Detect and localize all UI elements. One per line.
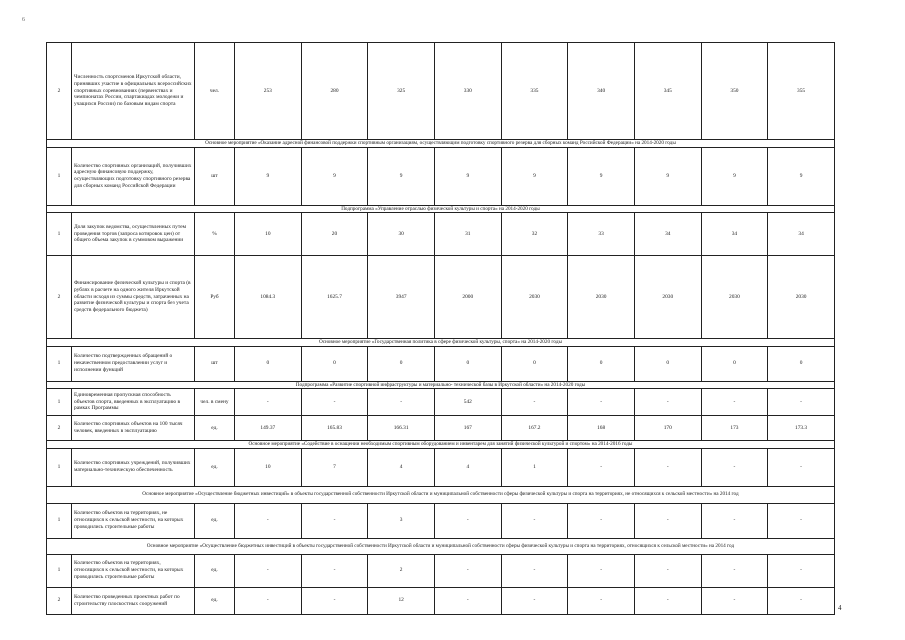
value-cell: 34: [768, 213, 835, 256]
value-cell: 9: [301, 147, 368, 205]
section-title: Подпрограмма «Развитие спортивной инфраструктуры и материально- технической базы в Иркутской области» на 2014-2020 годы: [47, 381, 835, 389]
value-cell: 12: [368, 587, 435, 614]
table-row: [47, 416, 835, 441]
indicators-table: [46, 42, 835, 615]
table-row: [47, 587, 835, 614]
value-cell: -: [301, 587, 368, 614]
value-cell: 2: [368, 554, 435, 587]
value-cell: 9: [368, 147, 435, 205]
value-cell: -: [568, 503, 635, 538]
indicator-name: Количество спортивных учреждений, получивших материально-техническую обеспеченность: [72, 448, 195, 486]
value-cell: 0: [634, 346, 701, 381]
value-cell: -: [235, 554, 302, 587]
indicator-name: Количество проведенных проектных работ по строительству плоскостных сооружений: [72, 587, 195, 614]
value-cell: 340: [568, 43, 635, 140]
value-cell: 280: [301, 43, 368, 140]
indicator-name: Финансирование физической культуры и спорта (в рублях в расчете на одного жителя Иркутской области исходя из суммы средств, затраченных на развитие физической культуры и спорта без учета средств федерального бюджета): [72, 256, 195, 339]
value-cell: -: [568, 587, 635, 614]
unit-cell: Руб: [195, 256, 235, 339]
section-header-row: [47, 205, 835, 213]
indicator-name: Количество спортивных организаций, получивших адресную финансовую поддержку, осуществляющих подготовку спортивного резерва для сборных команд Российской Федерации: [72, 147, 195, 205]
value-cell: -: [634, 503, 701, 538]
value-cell: -: [235, 503, 302, 538]
value-cell: -: [301, 503, 368, 538]
value-cell: -: [501, 554, 568, 587]
value-cell: 3: [368, 503, 435, 538]
section-title: Основное мероприятие «Оказание адресной финансовой поддержки спортивным организациям, осуществляющим подготовку спортивного резерва для сборных команд Российской Федерации» на 2014-2020 годы: [47, 140, 835, 148]
value-cell: -: [434, 503, 501, 538]
table-row: [47, 256, 835, 339]
value-cell: 149.37: [235, 416, 302, 441]
section-title: Основное мероприятие «Осуществление бюджетных инвестиций» в объекты государственной собственности Иркутской области и муниципальной собственности сферы физической культуры и спорта на территориях, не относящихся к сельской местности» на 2014 год: [47, 486, 835, 503]
value-cell: -: [634, 389, 701, 416]
value-cell: 167.2: [501, 416, 568, 441]
value-cell: -: [768, 503, 835, 538]
value-cell: 30: [368, 213, 435, 256]
value-cell: 2030: [634, 256, 701, 339]
table-row: [47, 389, 835, 416]
value-cell: -: [235, 587, 302, 614]
value-cell: 173: [701, 416, 768, 441]
indicator-name: Количество объектов на территориях, не относящихся к сельской местности, на которых проводились строительные работы: [72, 503, 195, 538]
value-cell: 2030: [501, 256, 568, 339]
unit-cell: ед.: [195, 503, 235, 538]
indicator-name: Количество подтвержденных обращений о некачественном предоставлении услуг и исполнении функций: [72, 346, 195, 381]
value-cell: 9: [434, 147, 501, 205]
section-title: Основное мероприятие «Государственная политика в сфере физической культуры, спорта» на 2014-2020 годы: [47, 339, 835, 347]
row-number: 2: [47, 256, 72, 339]
value-cell: -: [301, 389, 368, 416]
page-mark: 6: [22, 17, 25, 23]
value-cell: -: [235, 389, 302, 416]
value-cell: -: [568, 448, 635, 486]
value-cell: 9: [701, 147, 768, 205]
value-cell: 33: [568, 213, 635, 256]
value-cell: 10: [235, 448, 302, 486]
unit-cell: чел. в смену: [195, 389, 235, 416]
table-row: [47, 346, 835, 381]
value-cell: 345: [634, 43, 701, 140]
indicator-name: Численность спортсменов Иркутской области, принявших участие в официальных всероссийских спортивных соревнованиях (первенствах и чемпионатах России, спартакиадах молодежи и учащихся России) по базовым видам спорта: [72, 43, 195, 140]
value-cell: 9: [235, 147, 302, 205]
indicator-name: Единовременная пропускная способность объектов спорта, введенных в эксплуатацию в рамках Программы: [72, 389, 195, 416]
value-cell: 34: [701, 213, 768, 256]
indicator-name: Доля закупок ведомства, осуществленных путем проведения торгов (запроса котировок цен) от общего объема закупок в суммовом выражении: [72, 213, 195, 256]
value-cell: 167: [434, 416, 501, 441]
value-cell: 0: [235, 346, 302, 381]
value-cell: -: [368, 389, 435, 416]
value-cell: 165.83: [301, 416, 368, 441]
value-cell: -: [701, 587, 768, 614]
value-cell: 32: [501, 213, 568, 256]
value-cell: -: [701, 503, 768, 538]
value-cell: 1625.7: [301, 256, 368, 339]
row-number: 1: [47, 554, 72, 587]
table-row: [47, 147, 835, 205]
value-cell: -: [501, 587, 568, 614]
unit-cell: шт: [195, 346, 235, 381]
row-number: 1: [47, 448, 72, 486]
value-cell: 9: [634, 147, 701, 205]
section-header-row: [47, 381, 835, 389]
indicator-name: Количество объектов на территориях, относящихся к сельской местности, на которых проводились строительные работы: [72, 554, 195, 587]
value-cell: -: [768, 389, 835, 416]
value-cell: -: [501, 503, 568, 538]
row-number: 1: [47, 147, 72, 205]
value-cell: 2000: [434, 256, 501, 339]
value-cell: 2030: [568, 256, 635, 339]
value-cell: 325: [368, 43, 435, 140]
value-cell: 0: [701, 346, 768, 381]
section-title: Подпрограмма «Управление отраслью физической культуры и спорта» на 2014-2020 годы: [47, 205, 835, 213]
value-cell: 0: [434, 346, 501, 381]
value-cell: 1084.3: [235, 256, 302, 339]
value-cell: -: [634, 587, 701, 614]
unit-cell: ед.: [195, 554, 235, 587]
value-cell: -: [434, 554, 501, 587]
unit-cell: ед.: [195, 416, 235, 441]
value-cell: 330: [434, 43, 501, 140]
value-cell: -: [434, 587, 501, 614]
value-cell: -: [768, 554, 835, 587]
value-cell: 542: [434, 389, 501, 416]
value-cell: 10: [235, 213, 302, 256]
value-cell: 9: [768, 147, 835, 205]
value-cell: -: [701, 554, 768, 587]
row-number: 2: [47, 43, 72, 140]
section-title: Основное мероприятие «Содействие в оснащении необходимым спортивным оборудованием и инвентарем для занятий физической культурой и спортом» на 2014-2016 годы: [47, 441, 835, 449]
value-cell: 0: [301, 346, 368, 381]
value-cell: 335: [501, 43, 568, 140]
value-cell: -: [634, 448, 701, 486]
value-cell: 4: [434, 448, 501, 486]
value-cell: -: [634, 554, 701, 587]
section-title: Основное мероприятие «Осуществление бюджетных инвестиций в объекты государственной собственности Иркутской области и муниципальной собственности сферы физической культуры и спорта на территориях, относящихся к сельской местности» на 2014 год: [47, 538, 835, 554]
table-row: [47, 448, 835, 486]
table-row: [47, 554, 835, 587]
unit-cell: шт: [195, 147, 235, 205]
indicator-name: Количество спортивных объектов на 100 тысяч человек, введенных в эксплуатацию: [72, 416, 195, 441]
value-cell: 2030: [701, 256, 768, 339]
section-header-row: [47, 441, 835, 449]
value-cell: 9: [568, 147, 635, 205]
value-cell: 9: [501, 147, 568, 205]
unit-cell: %: [195, 213, 235, 256]
value-cell: 0: [368, 346, 435, 381]
value-cell: 170: [634, 416, 701, 441]
row-number: 2: [47, 416, 72, 441]
unit-cell: ед.: [195, 587, 235, 614]
value-cell: 0: [768, 346, 835, 381]
value-cell: 350: [701, 43, 768, 140]
table-row: [47, 43, 835, 140]
value-cell: 0: [568, 346, 635, 381]
value-cell: -: [768, 448, 835, 486]
section-header-row: [47, 140, 835, 148]
unit-cell: ед.: [195, 448, 235, 486]
value-cell: 253: [235, 43, 302, 140]
value-cell: -: [568, 554, 635, 587]
unit-cell: чел.: [195, 43, 235, 140]
value-cell: -: [301, 554, 368, 587]
value-cell: 173.3: [768, 416, 835, 441]
value-cell: -: [568, 389, 635, 416]
table-row: [47, 503, 835, 538]
row-number: 1: [47, 213, 72, 256]
section-header-row: [47, 339, 835, 347]
value-cell: 0: [501, 346, 568, 381]
section-header-row: [47, 486, 835, 503]
section-header-row: [47, 538, 835, 554]
value-cell: 20: [301, 213, 368, 256]
value-cell: 3947: [368, 256, 435, 339]
value-cell: -: [768, 587, 835, 614]
value-cell: 355: [768, 43, 835, 140]
value-cell: 2030: [768, 256, 835, 339]
value-cell: 7: [301, 448, 368, 486]
value-cell: 166.31: [368, 416, 435, 441]
value-cell: 1: [501, 448, 568, 486]
value-cell: -: [701, 389, 768, 416]
table-row: [47, 213, 835, 256]
value-cell: 168: [568, 416, 635, 441]
value-cell: -: [501, 389, 568, 416]
row-number: 1: [47, 389, 72, 416]
row-number: 1: [47, 503, 72, 538]
value-cell: -: [701, 448, 768, 486]
row-number: 2: [47, 587, 72, 614]
value-cell: 4: [368, 448, 435, 486]
page-number: 4: [838, 604, 842, 612]
value-cell: 34: [634, 213, 701, 256]
value-cell: 31: [434, 213, 501, 256]
row-number: 1: [47, 346, 72, 381]
